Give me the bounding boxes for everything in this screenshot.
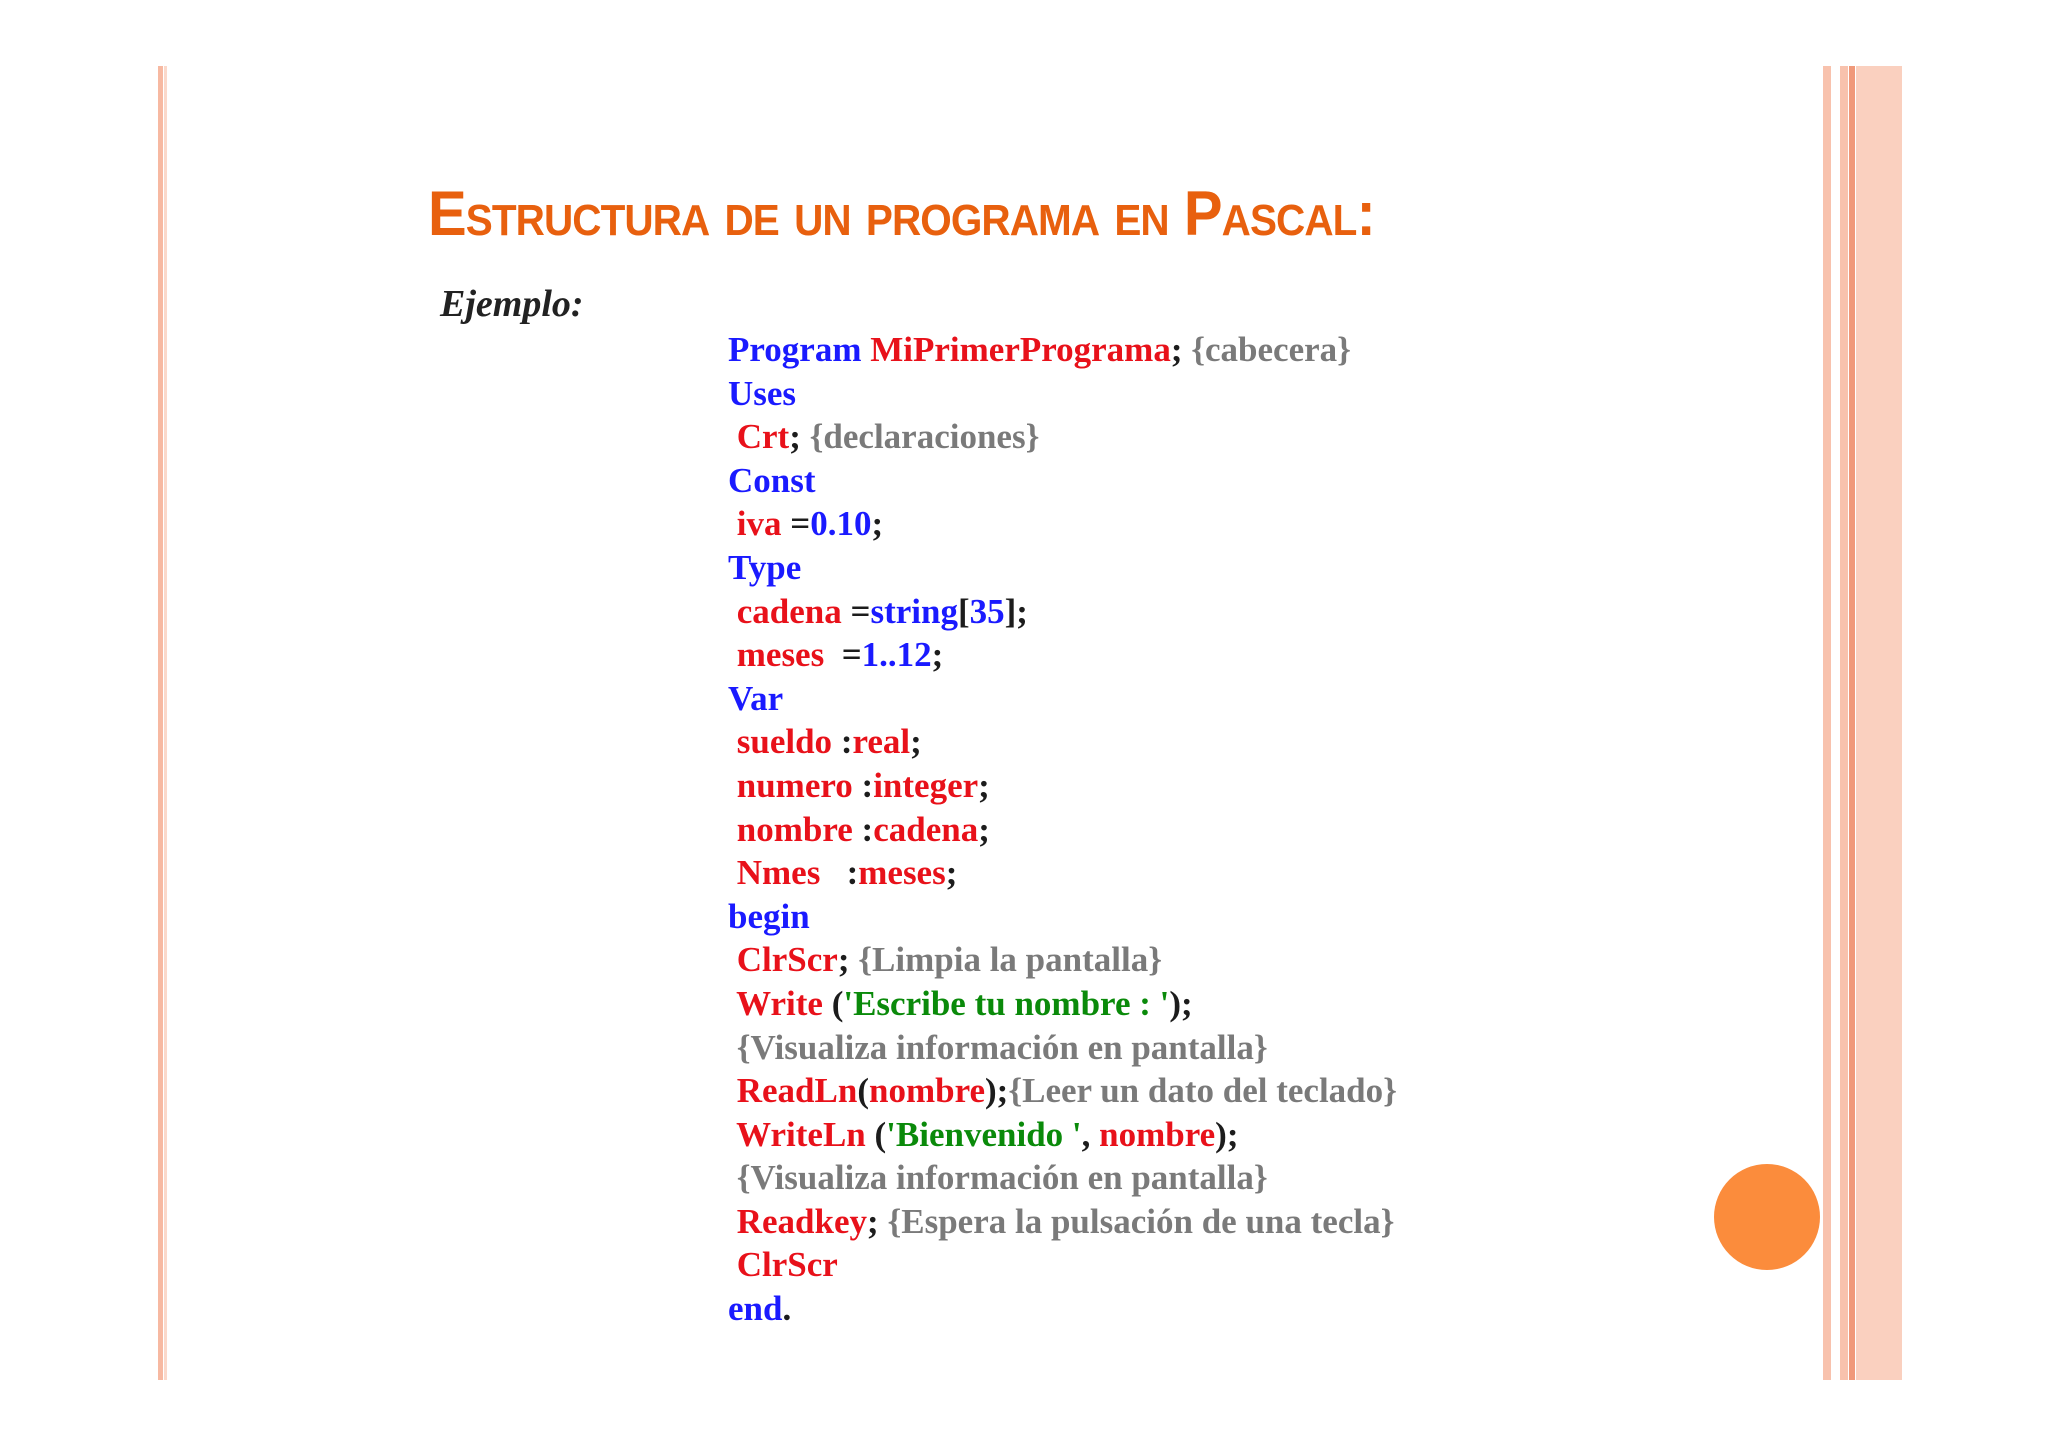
code-punctuation: ( [822, 983, 844, 1023]
code-keyword: Const [728, 460, 816, 500]
code-line [728, 677, 1397, 721]
code-punctuation: ; [931, 635, 944, 675]
code-punctuation [728, 1071, 737, 1110]
code-punctuation [728, 853, 737, 892]
code-line [728, 764, 1397, 808]
code-number: 1..12 [861, 635, 932, 675]
code-string: 'Escribe tu nombre : ' [843, 983, 1170, 1023]
code-punctuation: ; [789, 417, 810, 457]
code-punctuation: ( [865, 1114, 887, 1154]
code-comment: {Visualiza información en pantalla} [736, 1158, 1268, 1198]
left-frame-bar-inner [164, 66, 167, 1380]
code-line [728, 590, 1397, 634]
code-comment: {Visualiza información en pantalla} [736, 1027, 1268, 1067]
code-line [728, 1069, 1397, 1113]
code-line [728, 415, 1397, 459]
code-identifier: nombre [736, 809, 853, 849]
code-punctuation [728, 810, 737, 849]
code-punctuation: ; [871, 504, 884, 544]
code-punctuation: ( [857, 1071, 869, 1111]
code-punctuation: = [781, 504, 811, 544]
code-keyword: Program [728, 330, 862, 369]
code-line [728, 938, 1397, 982]
code-punctuation: ; [978, 765, 990, 805]
code-identifier: WriteLn [736, 1114, 866, 1154]
code-line [728, 1113, 1397, 1157]
code-identifier: nombre [869, 1071, 986, 1111]
code-line [728, 982, 1397, 1026]
code-punctuation: ; [978, 809, 990, 849]
code-line [728, 895, 1397, 939]
code-punctuation [728, 1115, 736, 1154]
code-line [728, 328, 1397, 372]
code-line [728, 502, 1397, 546]
code-punctuation [728, 504, 737, 543]
pascal-code-block [728, 328, 1397, 1331]
code-line [728, 633, 1397, 677]
code-identifier: cadena [736, 591, 842, 631]
right-frame-bar-3 [1849, 66, 1855, 1380]
code-comment: {Espera la pulsación de una tecla} [887, 1201, 1395, 1241]
code-punctuation: ; [867, 1201, 888, 1241]
code-line [728, 808, 1397, 852]
code-number: 35 [969, 591, 1005, 631]
code-comment: {cabecera} [1191, 330, 1351, 369]
code-punctuation [728, 1028, 737, 1067]
code-identifier: Nmes [736, 853, 821, 893]
code-identifier: sueldo [736, 722, 833, 762]
code-punctuation [728, 984, 736, 1023]
code-line [728, 851, 1397, 895]
code-identifier: integer [873, 765, 979, 805]
code-punctuation [728, 1158, 737, 1197]
code-line [728, 1243, 1397, 1287]
right-frame-bar-4 [1856, 66, 1902, 1380]
code-punctuation: , [1081, 1114, 1100, 1154]
code-keyword: Uses [728, 373, 797, 413]
code-punctuation [728, 1245, 737, 1284]
code-punctuation [728, 635, 737, 674]
code-punctuation: : [820, 853, 859, 893]
code-line [728, 459, 1397, 503]
code-punctuation: ; [1170, 330, 1192, 369]
code-comment: {declaraciones} [809, 417, 1040, 457]
code-identifier: MiPrimerPrograma [870, 330, 1171, 369]
code-punctuation: . [782, 1289, 792, 1329]
code-punctuation: ); [1169, 983, 1193, 1023]
code-identifier: ReadLn [736, 1071, 858, 1111]
code-keyword: begin [728, 896, 810, 936]
code-line [728, 1026, 1397, 1070]
code-punctuation [861, 330, 870, 369]
code-keyword: Var [728, 678, 784, 718]
code-punctuation: : [852, 809, 874, 849]
code-identifier: ClrScr [736, 1245, 838, 1285]
code-keyword: end [728, 1289, 783, 1329]
code-identifier: Readkey [736, 1201, 868, 1241]
code-punctuation [728, 940, 737, 979]
code-punctuation [728, 1202, 737, 1241]
code-punctuation: ; [945, 853, 958, 893]
code-punctuation: ); [985, 1071, 1009, 1111]
code-punctuation: ; [837, 940, 859, 980]
code-keyword: Type [728, 547, 802, 587]
code-punctuation [728, 722, 737, 761]
code-identifier: iva [736, 504, 782, 544]
code-comment: {Limpia la pantalla} [858, 940, 1162, 980]
code-identifier: ClrScr [736, 940, 838, 980]
example-label: Ejemplo: [440, 283, 584, 325]
code-line [728, 1156, 1397, 1200]
code-identifier: meses [858, 853, 946, 893]
code-punctuation: = [841, 591, 871, 631]
code-identifier: numero [736, 765, 853, 805]
right-frame-bar-1 [1823, 66, 1831, 1380]
code-line [728, 1287, 1397, 1331]
code-line [728, 546, 1397, 590]
code-identifier: cadena [873, 809, 979, 849]
code-string: 'Bienvenido ' [886, 1114, 1082, 1154]
code-number: 0.10 [810, 504, 872, 544]
code-line [728, 1200, 1397, 1244]
code-punctuation: ]; [1004, 591, 1028, 631]
code-punctuation: [ [957, 591, 970, 631]
code-punctuation [728, 417, 737, 456]
code-punctuation: ; [910, 722, 922, 762]
code-identifier: Crt [736, 417, 790, 457]
code-identifier: Write [736, 983, 823, 1023]
code-punctuation: ); [1215, 1114, 1239, 1154]
left-frame-bar [158, 66, 163, 1380]
right-frame-bar-2 [1840, 66, 1848, 1380]
code-keyword: string [870, 591, 958, 631]
code-line [728, 372, 1397, 416]
slide-title: Estructura de un programa en Pascal: [428, 179, 1375, 249]
decorative-orange-circle [1714, 1164, 1820, 1270]
code-punctuation [728, 766, 737, 805]
code-comment: {Leer un dato del teclado} [1008, 1071, 1397, 1111]
code-punctuation: : [832, 722, 853, 762]
code-punctuation [728, 592, 737, 631]
code-identifier: nombre [1099, 1114, 1216, 1154]
code-identifier: real [852, 722, 911, 762]
code-punctuation: = [824, 635, 862, 675]
code-punctuation: : [852, 765, 874, 805]
code-line [728, 720, 1397, 764]
code-identifier: meses [736, 635, 825, 675]
